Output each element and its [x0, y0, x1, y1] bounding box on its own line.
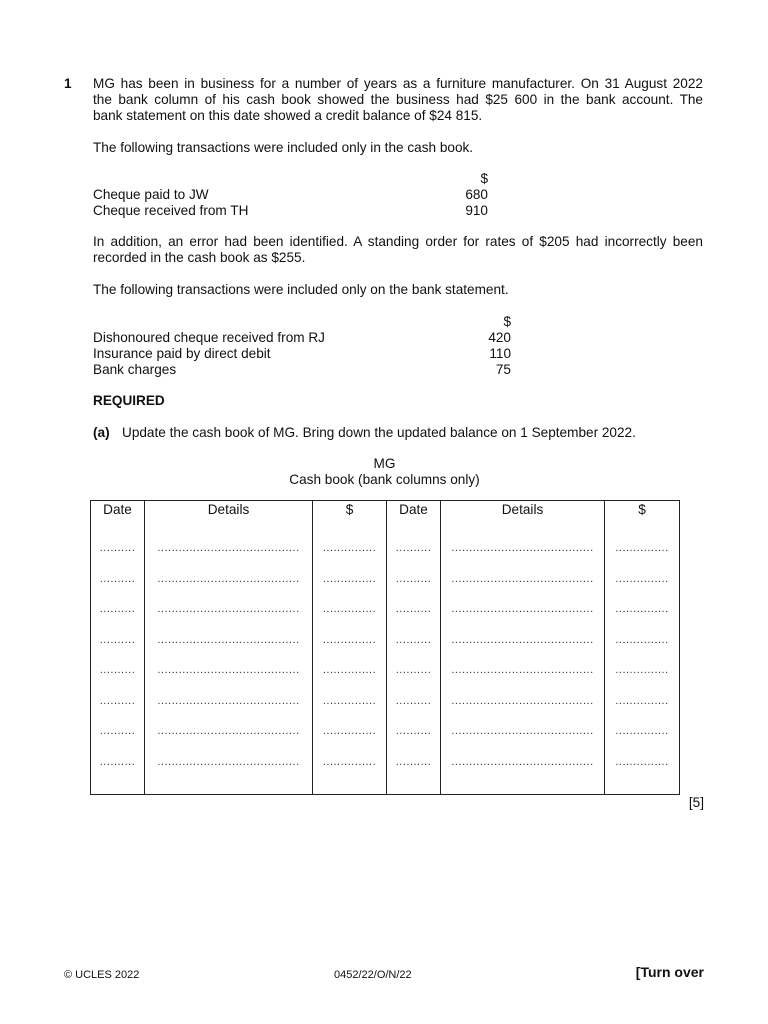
amount-debit-cell[interactable]: ............... [313, 571, 387, 602]
transaction-label: Cheque received from TH [93, 203, 249, 218]
amount-debit-cell[interactable]: ............... [313, 540, 387, 571]
table-row [91, 632, 680, 663]
table-row [91, 540, 680, 571]
details-debit-cell[interactable]: ........................................ [145, 601, 313, 632]
amount-debit-cell[interactable]: ............... [313, 754, 387, 785]
intro-line: bank statement on this date showed a credit balance of $24 815. [93, 108, 483, 123]
currency-symbol: $ [503, 314, 511, 329]
header-details-debit: Details [145, 501, 313, 525]
statement-only-intro: The following transactions were included only on the bank statement. [93, 282, 509, 297]
table-spacer [91, 784, 680, 795]
details-debit-cell[interactable]: ........................................ [145, 571, 313, 602]
intro-line: the bank column of his cash book showed the business had $25 600 in the bank account. The [93, 92, 703, 107]
date-debit-cell[interactable]: .......... [91, 601, 145, 632]
error-line: recorded in the cash book as $255. [93, 250, 306, 265]
details-credit-cell[interactable]: ........................................ [441, 632, 605, 663]
details-debit-cell[interactable]: ........................................ [145, 662, 313, 693]
transaction-amount: 75 [495, 362, 511, 377]
date-debit-cell[interactable]: .......... [91, 662, 145, 693]
amount-debit-cell[interactable]: ............... [313, 693, 387, 724]
table-row [91, 754, 680, 785]
table-row [91, 601, 680, 632]
date-credit-cell[interactable]: .......... [387, 754, 441, 785]
transaction-amount: 110 [489, 346, 511, 361]
details-credit-cell[interactable]: ........................................ [441, 571, 605, 602]
transaction-amount: 910 [465, 203, 488, 218]
details-credit-cell[interactable]: ........................................ [441, 754, 605, 785]
date-credit-cell[interactable]: .......... [387, 571, 441, 602]
date-credit-cell[interactable]: .......... [387, 632, 441, 663]
cashbook-subtitle: Cash book (bank columns only) [289, 472, 480, 487]
transaction-row [93, 203, 488, 219]
transaction-amount: 680 [465, 187, 488, 202]
date-credit-cell[interactable]: .......... [387, 723, 441, 754]
marks-allocation: [5] [688, 795, 704, 810]
amount-credit-cell[interactable]: ............... [605, 723, 680, 754]
footer-code: 0452/22/O/N/22 [334, 969, 412, 981]
details-credit-cell[interactable]: ........................................ [441, 723, 605, 754]
details-debit-cell[interactable]: ........................................ [145, 754, 313, 785]
currency-row [93, 171, 488, 187]
details-credit-cell[interactable]: ........................................ [441, 601, 605, 632]
details-debit-cell[interactable]: ........................................ [145, 723, 313, 754]
cashbook-only-table [93, 171, 488, 219]
date-debit-cell[interactable]: .......... [91, 540, 145, 571]
transaction-row [93, 362, 511, 378]
statement-only-table [93, 314, 511, 378]
amount-credit-cell[interactable]: ............... [605, 693, 680, 724]
details-credit-cell[interactable]: ........................................ [441, 693, 605, 724]
details-debit-cell[interactable]: ........................................ [145, 540, 313, 571]
details-credit-cell[interactable]: ........................................ [441, 540, 605, 571]
table-row [91, 723, 680, 754]
cashbook-header-row [91, 501, 680, 525]
transaction-row [93, 187, 488, 203]
cashbook-title: MG [373, 456, 396, 471]
cashbook-table [90, 500, 680, 795]
amount-credit-cell[interactable]: ............... [605, 601, 680, 632]
amount-credit-cell[interactable]: ............... [605, 662, 680, 693]
footer-turn-over: [Turn over [635, 964, 704, 980]
header-date-credit: Date [387, 501, 441, 525]
question-number: 1 [64, 76, 72, 91]
details-debit-cell[interactable]: ........................................ [145, 693, 313, 724]
amount-credit-cell[interactable]: ............... [605, 571, 680, 602]
amount-credit-cell[interactable]: ............... [605, 754, 680, 785]
transaction-row [93, 346, 511, 362]
header-details-credit: Details [441, 501, 605, 525]
date-credit-cell[interactable]: .......... [387, 540, 441, 571]
table-spacer [91, 524, 680, 540]
amount-debit-cell[interactable]: ............... [313, 632, 387, 663]
part-a-label: (a) [93, 425, 110, 440]
table-row [91, 662, 680, 693]
error-line: In addition, an error had been identified. A standing order for rates of $205 had incorrectly been [93, 234, 703, 249]
table-row [91, 693, 680, 724]
cashbook-only-intro: The following transactions were included only in the cash book. [93, 140, 474, 155]
details-debit-cell[interactable]: ........................................ [145, 632, 313, 663]
part-a-instruction: Update the cash book of MG. Bring down the updated balance on 1 September 2022. [122, 425, 636, 440]
date-credit-cell[interactable]: .......... [387, 662, 441, 693]
date-debit-cell[interactable]: .......... [91, 632, 145, 663]
date-debit-cell[interactable]: .......... [91, 571, 145, 602]
header-amount-credit: $ [605, 501, 680, 525]
transaction-label: Bank charges [93, 362, 177, 377]
transaction-label: Dishonoured cheque received from RJ [93, 330, 325, 345]
date-credit-cell[interactable]: .......... [387, 693, 441, 724]
transaction-label: Insurance paid by direct debit [93, 346, 271, 361]
date-credit-cell[interactable]: .......... [387, 601, 441, 632]
header-amount-debit: $ [313, 501, 387, 525]
transaction-label: Cheque paid to JW [93, 187, 209, 202]
error-paragraph [93, 234, 703, 266]
transaction-amount: 420 [488, 330, 511, 345]
amount-credit-cell[interactable]: ............... [605, 540, 680, 571]
intro-line: MG has been in business for a number of years as a furniture manufacturer. On 31 August 2022 [93, 76, 703, 91]
amount-debit-cell[interactable]: ............... [313, 723, 387, 754]
footer-copyright: © UCLES 2022 [64, 969, 140, 981]
currency-row [93, 314, 511, 330]
table-row [91, 571, 680, 602]
date-debit-cell[interactable]: .......... [91, 723, 145, 754]
currency-symbol: $ [480, 171, 488, 186]
amount-debit-cell[interactable]: ............... [313, 662, 387, 693]
amount-credit-cell[interactable]: ............... [605, 632, 680, 663]
amount-debit-cell[interactable]: ............... [313, 601, 387, 632]
intro-paragraph [93, 76, 703, 124]
header-date-debit: Date [91, 501, 145, 525]
required-heading: REQUIRED [93, 393, 165, 408]
date-debit-cell[interactable]: .......... [91, 693, 145, 724]
transaction-row [93, 330, 511, 346]
date-debit-cell[interactable]: .......... [91, 754, 145, 785]
details-credit-cell[interactable]: ........................................ [441, 662, 605, 693]
